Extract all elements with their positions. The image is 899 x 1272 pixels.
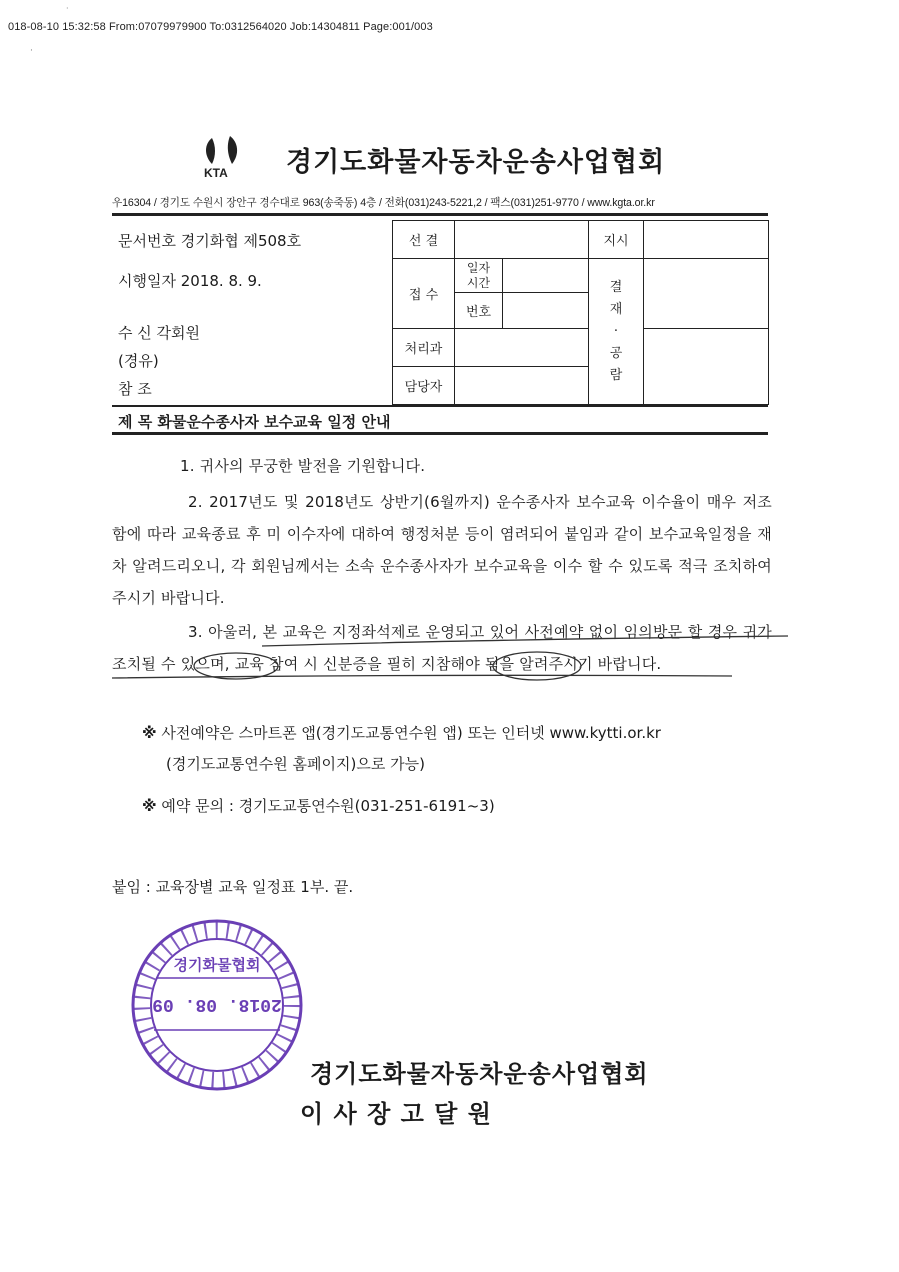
- approval-char: 람: [609, 367, 623, 383]
- note-2-text: 예약 문의 : 경기도교통연수원(031-251-6191~3): [161, 797, 495, 815]
- via: (경유): [118, 352, 159, 370]
- stamp-date-text: 2018. 08. 09: [152, 994, 282, 1014]
- note-mark: ※: [142, 724, 157, 742]
- approval-char: ·: [613, 323, 619, 339]
- date-label: 일자: [466, 260, 491, 275]
- approval-char: 공: [609, 345, 623, 361]
- body-paragraph-1: 1. 귀사의 무궁한 발전을 기원합니다.: [180, 457, 426, 475]
- pre-approval-cell: [455, 221, 589, 259]
- doc-number: 문서번호 경기화협 제508호: [118, 232, 302, 250]
- approval-char: 재: [609, 301, 623, 317]
- signature-org: 경기도화물자동차운송사업협회: [310, 1060, 649, 1088]
- scan-speck: ·: [30, 46, 33, 56]
- date-time-cell: [503, 259, 589, 293]
- scan-speck: ·: [66, 4, 69, 13]
- processing-dept-label: 처리과: [393, 329, 455, 367]
- kta-logo-icon: [200, 134, 264, 180]
- logo-text: KTA: [204, 166, 228, 180]
- subject-line: 제 목 화물운수종사자 보수교육 일정 안내: [112, 405, 768, 435]
- date-time-label: [455, 259, 503, 293]
- handwritten-annotation-marks: [112, 616, 792, 716]
- note-1-continued: (경기도교통연수원 홈페이지)으로 가능): [166, 755, 425, 773]
- note-1-line-1: 사전예약은 스마트폰 앱(경기도교통연수원 앱) 또는 인터넷 www.kytti.or.kr: [161, 724, 661, 742]
- person-in-charge-cell: [455, 367, 589, 405]
- instruction-label: 지시: [589, 221, 644, 259]
- signature-name: 이 사 장 고 달 원: [300, 1100, 492, 1128]
- number-label: 번호: [455, 293, 503, 329]
- pre-approval-label: 선 결: [393, 221, 455, 259]
- reference: 참 조: [118, 380, 152, 398]
- note-1: [142, 718, 661, 749]
- reception-label: 접 수: [393, 259, 455, 329]
- body-paragraph-3: 3. 아울러, 본 교육은 지정좌석제로 운영되고 있어 사전예약 없이 임의방문 할 경우 귀가 조치될 수 있으며, 교육 참여 시 신분증을 필히 지참해야 됨을 알려주시기 바랍니다.: [112, 623, 772, 673]
- attachment-line: 붙임 : 교육장별 교육 일정표 1부. 끝.: [112, 878, 354, 896]
- approval-char: 결: [609, 279, 623, 295]
- number-cell: [503, 293, 589, 329]
- stamp-org-text: 경기화물협회: [173, 956, 261, 974]
- date-stamp: [130, 918, 304, 1092]
- approval-cell-1: [644, 259, 769, 329]
- approval-vertical-label: [589, 259, 644, 405]
- recipient: 수 신 각회원: [118, 324, 200, 342]
- approval-cell-2: [644, 329, 769, 405]
- address-line: 우16304 / 경기도 수원시 장안구 경수대로 963(송죽동) 4층 / 전화(031)243-5221,2 / 팩스(031)251-9770 / www.kgta.or.kr: [112, 195, 768, 216]
- approval-table: [392, 220, 769, 405]
- note-mark: ※: [142, 797, 157, 815]
- fax-header: 018-08-10 15:32:58 From:07079979900 To:0312564020 Job:14304811 Page:001/003: [8, 21, 433, 33]
- note-2: [142, 791, 495, 822]
- processing-dept-cell: [455, 329, 589, 367]
- person-in-charge-label: 담당자: [393, 367, 455, 405]
- body-paragraph-2: 2. 2017년도 및 2018년도 상반기(6월까지) 운수종사자 보수교육 이수율이 매우 저조함에 따라 교육종료 후 미 이수자에 대하여 행정처분 등이 염려되어 붙임과 같이 보수교육일정을 재차 알려드리오니, 각 회원님께서는 소속 운수종사자가 보수교육을 이수 할 수 있도록 적극 조치하여 주시기 바랍니다.: [112, 493, 772, 607]
- instruction-cell: [644, 221, 769, 259]
- issue-date: 시행일자 2018. 8. 9.: [118, 272, 262, 290]
- time-label: 시간: [466, 275, 491, 290]
- org-title: 경기도화물자동차운송사업협회: [286, 147, 666, 178]
